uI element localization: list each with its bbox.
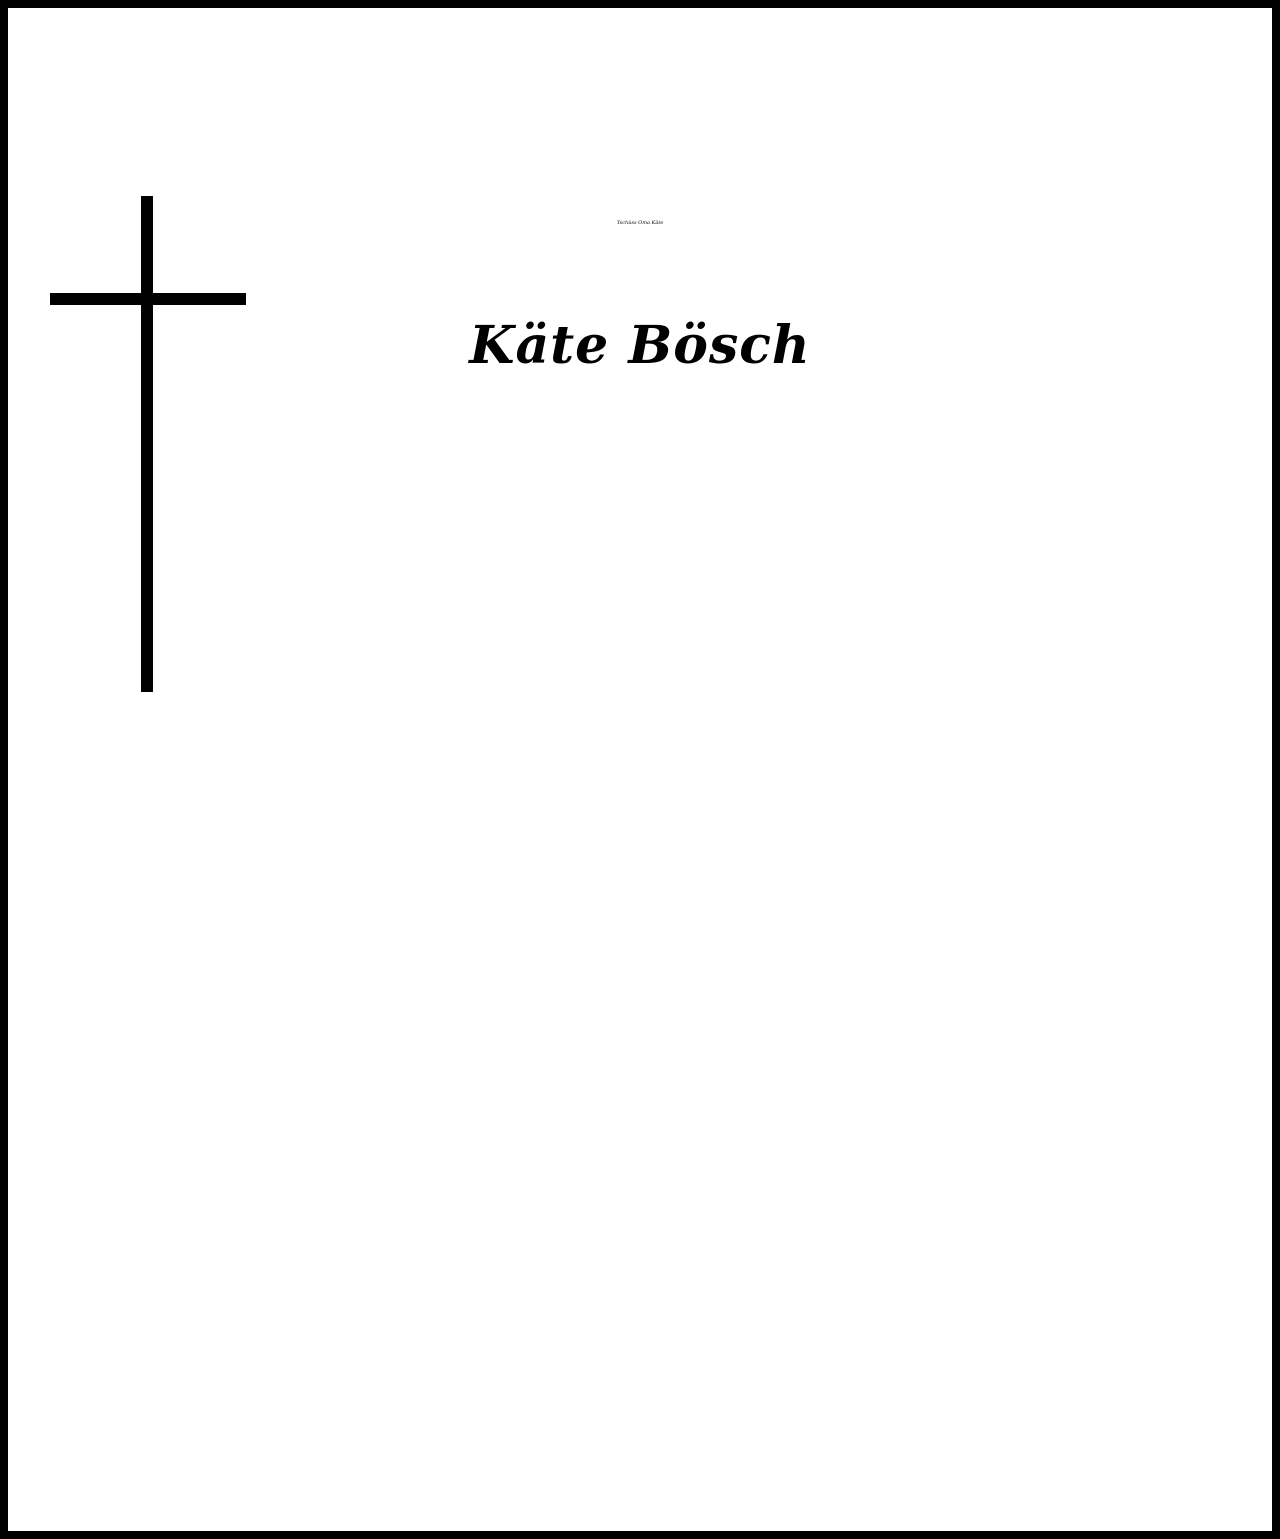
farewell-line: Tschüss Oma Käte (616, 220, 664, 226)
deceased-name: Käte Bösch (469, 315, 811, 376)
cross-icon (50, 196, 246, 692)
